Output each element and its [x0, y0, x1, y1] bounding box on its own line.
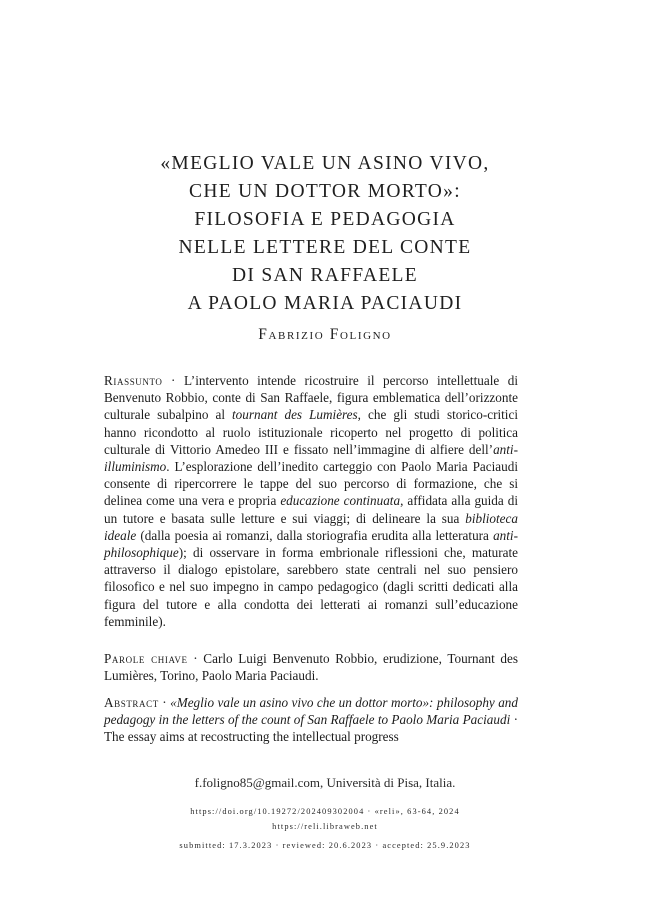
riassunto-italic: tournant des Lumières: [232, 407, 358, 423]
title-line: CHE UN DOTTOR MORTO»:: [189, 181, 461, 202]
abstract-text: The essay aims at recostructing the intellectual progress: [104, 729, 399, 745]
riassunto-italic: anti-illuminismo: [104, 441, 518, 475]
title-line: NELLE LETTERE DEL CONTE: [178, 237, 472, 258]
riassunto-text: (dalla poesia ai romanzi, dalla storiografia erudita alla letteratura: [136, 527, 494, 543]
title-line: DI SAN RAFFAELE: [232, 265, 418, 286]
riassunto-text: ); di osservare in forma embrionale riflessioni che, maturate attraverso il dialogo epistolare, sarebbero state centrali nel suo pensiero filosofico e nel suo impegno in campo pedagogico (dagli scritti dedicati alla figura del tutore e alla condotta dei letterati ai romanzi sull’educazione femminile).: [104, 545, 518, 629]
riassunto-section: [104, 372, 518, 630]
journal-url: https://reli.libraweb.net: [272, 822, 378, 831]
separator: ·: [158, 695, 171, 710]
abstract-section: [104, 694, 518, 746]
author-name: Fabrizio Foligno: [258, 326, 392, 343]
abstract-label: Abstract: [104, 695, 159, 710]
keywords-section: [104, 650, 518, 684]
doi-line: https://doi.org/10.19272/202409302004 · «reli», 63-64, 2024: [190, 807, 460, 816]
riassunto-italic: biblioteca ideale: [104, 510, 518, 543]
submission-dates: submitted: 17.3.2023 · reviewed: 20.6.2023 · accepted: 25.9.2023: [179, 841, 471, 850]
riassunto-text: , che gli studi storico-critici hanno ricondotto al ruolo istituzionale ricoperto nel progetto di politica culturale di Vittorio Amedeo III e fissato nell’immagine di alfiere dell’: [104, 407, 518, 457]
separator: ·: [187, 651, 204, 666]
keywords-text: Carlo Luigi Benvenuto Robbio, erudizione, Tournant des Lumières, Torino, Paolo Maria Paciaudi.: [104, 651, 518, 684]
title-line: A PAOLO MARIA PACIAUDI: [187, 293, 463, 314]
article-title: [0, 150, 650, 318]
separator: ·: [510, 712, 518, 728]
abstract-title-italic: «Meglio vale un asino vivo che un dottor morto»: philosophy and pedagogy in the letters of the count of San Raffaele to Paolo Maria Paciaudi: [104, 695, 518, 728]
keywords-label: Parole chiave: [104, 651, 188, 666]
riassunto-text: , affidata alla guida di un tutore e basata sulle letture e sui viaggi; di delineare la sua: [104, 493, 519, 526]
title-line: FILOSOFIA E PEDAGOGIA: [194, 209, 456, 230]
riassunto-italic: anti-philosophique: [104, 527, 518, 561]
riassunto-text: . L’esplorazione dell’inedito carteggio con Paolo Maria Paciaudi consente di ripercorrere le tappe del suo percorso di formazione, che si delinea come una vera e propria: [104, 459, 518, 509]
author-email-affiliation: f.foligno85@gmail.com, Università di Pisa, Italia.: [194, 775, 456, 790]
title-line: «MEGLIO VALE UN ASINO VIVO,: [160, 153, 490, 174]
separator: ·: [162, 373, 184, 388]
riassunto-text: L’intervento intende ricostruire il percorso intellettuale di Benvenuto Robbio, conte di San Raffaele, figura emblematica dell’orizzonte culturale subalpino al: [104, 373, 518, 423]
riassunto-label: Riassunto: [104, 373, 163, 388]
riassunto-italic: educazione continuata: [280, 493, 401, 509]
